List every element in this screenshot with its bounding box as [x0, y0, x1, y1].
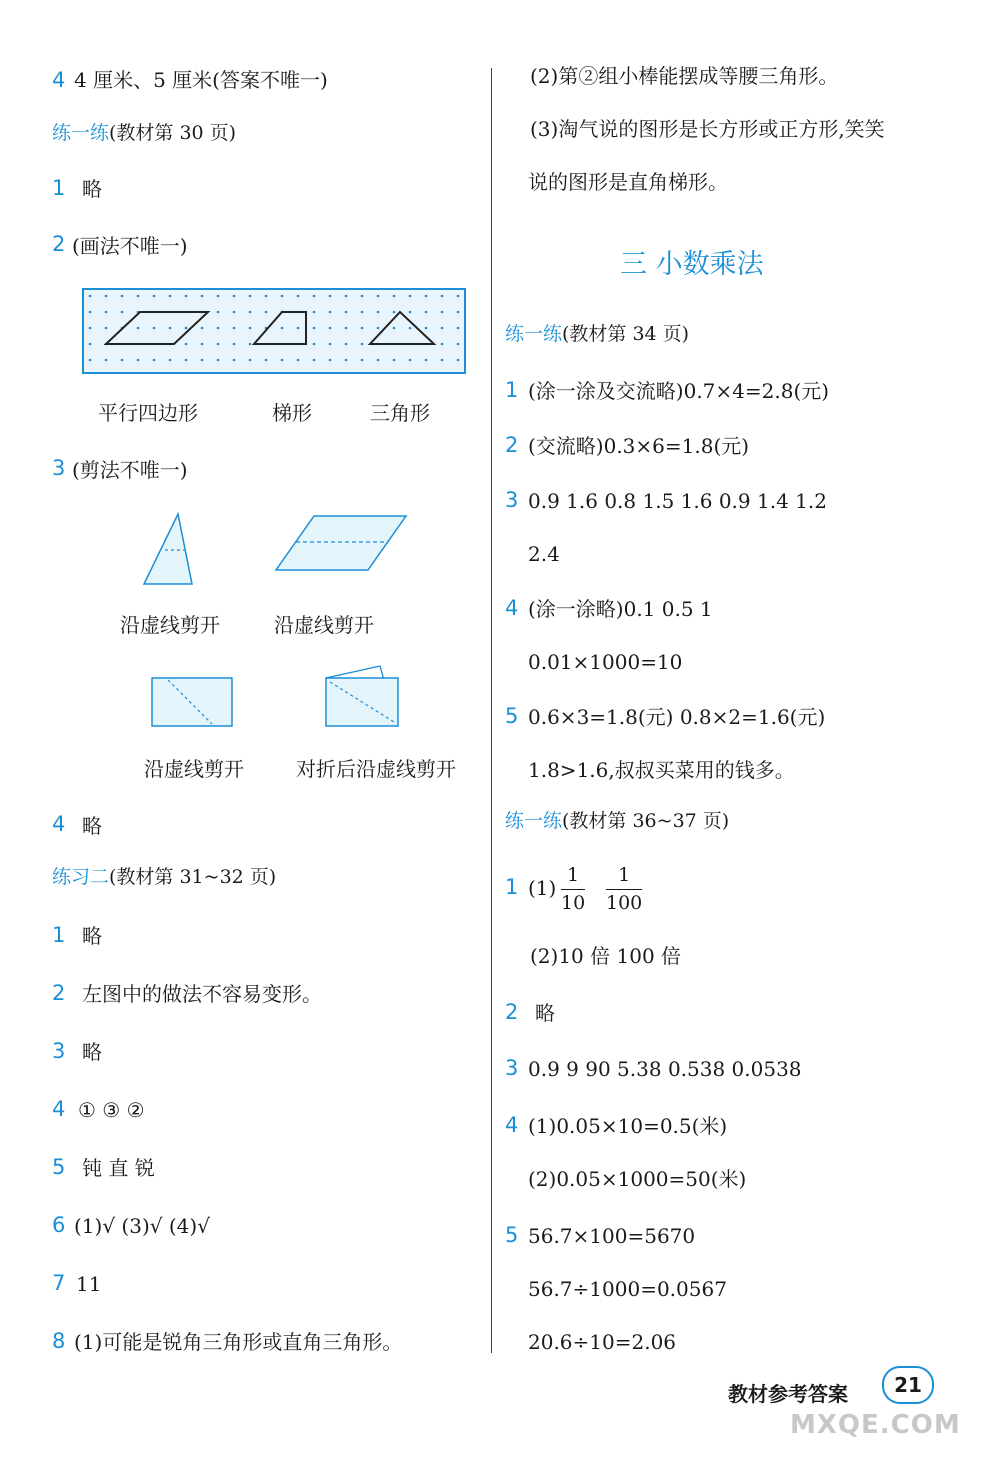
answer-text: (3)淘气说的图形是长方形或正方形,笑笑 [530, 117, 885, 141]
section-heading-label: 练一练 [505, 323, 563, 345]
section-heading-ref: (教材第 30 页) [109, 122, 237, 144]
item-number: 2 [52, 981, 66, 1005]
answer-text: (交流略)0.3×6=1.8(元) [528, 434, 750, 458]
item-number: 4 [52, 68, 66, 92]
answer-text: 略 [82, 1040, 102, 1064]
answer-text: 1.8>1.6,叔叔买菜用的钱多。 [528, 758, 795, 782]
item-number: 5 [505, 704, 519, 728]
watermark: MXQE.COM [790, 1410, 961, 1440]
item-number: 5 [505, 1223, 519, 1247]
item-number: 4 [52, 812, 66, 836]
answer-text: 略 [82, 814, 102, 838]
item-number: 3 [505, 1056, 519, 1080]
answer-text: (1)可能是锐角三角形或直角三角形。 [74, 1330, 403, 1354]
cut-label: 沿虚线剪开 [120, 613, 220, 637]
item-number: 4 [505, 1113, 519, 1137]
section-heading-label: 练一练 [505, 810, 563, 832]
page-number-badge: 21 [882, 1366, 934, 1404]
section-heading-ref: (教材第 34 页) [562, 323, 690, 345]
item-number: 5 [52, 1155, 66, 1179]
answer-text: (2)0.05×1000=50(米) [528, 1167, 747, 1191]
item-number: 2 [52, 232, 66, 256]
item-number: 1 [505, 378, 519, 402]
answer-text: 0.9 9 90 5.38 0.538 0.0538 [528, 1057, 802, 1081]
cut-label: 对折后沿虚线剪开 [296, 757, 456, 781]
item-number: 3 [52, 1039, 66, 1063]
answer-text: 56.7×100=5670 [528, 1224, 696, 1248]
answer-text: (2)10 倍 100 倍 [530, 944, 682, 968]
cut-label: 沿虚线剪开 [144, 757, 244, 781]
answer-text: (剪法不唯一) [72, 458, 188, 482]
fraction-denominator: 100 [606, 892, 643, 914]
answer-text: 说的图形是直角梯形。 [528, 170, 728, 194]
shape-label: 三角形 [370, 401, 430, 425]
answer-text: (涂一涂略)0.1 0.5 1 [528, 597, 713, 621]
answer-text: (2)第②组小棒能摆成等腰三角形。 [530, 64, 839, 88]
answer-text: 2.4 [528, 542, 560, 566]
fold-cut-figure [324, 664, 400, 728]
fraction-numerator: 1 [618, 864, 631, 886]
answer-prefix: (1) [528, 876, 557, 900]
dot-grid-figure [82, 288, 466, 374]
answer-text: (涂一涂及交流略)0.7×4=2.8(元) [528, 379, 830, 403]
item-number: 3 [505, 488, 519, 512]
answer-text: 0.01×1000=10 [528, 650, 683, 674]
answer-text: 0.9 1.6 0.8 1.5 1.6 0.9 1.4 1.2 [528, 489, 827, 513]
section-heading [52, 124, 236, 143]
answer-text: 4 厘米、5 厘米(答案不唯一) [74, 68, 328, 92]
chapter-title: 三 小数乘法 [620, 249, 764, 280]
answer-text: (画法不唯一) [72, 234, 188, 258]
fraction-one-tenth [561, 866, 585, 913]
item-number: 1 [52, 176, 66, 200]
item-number: 8 [52, 1329, 66, 1353]
section-heading-label: 练一练 [52, 122, 110, 144]
item-number: 7 [52, 1271, 66, 1295]
answer-text: ① ③ ② [78, 1098, 145, 1122]
answer-text: 左图中的做法不容易变形。 [82, 982, 322, 1006]
answer-text: (1)0.05×10=0.5(米) [528, 1114, 728, 1138]
cut-rectangle-figure [150, 676, 234, 728]
item-number: 3 [52, 456, 66, 480]
answer-text: 0.6×3=1.8(元) 0.8×2=1.6(元) [528, 705, 826, 729]
item-number: 4 [52, 1097, 66, 1121]
answer-text: 略 [82, 924, 102, 948]
section-heading-ref: (教材第 31~32 页) [109, 866, 277, 888]
cut-triangle-figure [140, 512, 196, 586]
answer-text: (1)√ (3)√ (4)√ [74, 1214, 210, 1238]
section-heading [52, 868, 276, 887]
footer-title: 教材参考答案 [728, 1382, 848, 1406]
answer-text: 20.6÷10=2.06 [528, 1330, 677, 1354]
cut-parallelogram-figure [274, 514, 408, 572]
item-number: 6 [52, 1213, 66, 1237]
answer-text: 钝 直 锐 [82, 1156, 155, 1180]
shape-label: 平行四边形 [98, 401, 198, 425]
fraction-denominator: 10 [561, 892, 586, 914]
fraction-bar [606, 889, 642, 890]
section-heading-label: 练习二 [52, 866, 110, 888]
item-number: 2 [505, 1000, 519, 1024]
answer-text: 略 [82, 177, 102, 201]
fraction-numerator: 1 [567, 864, 580, 886]
answer-text: 11 [76, 1272, 102, 1296]
item-number: 1 [505, 875, 519, 899]
section-heading-ref: (教材第 36~37 页) [562, 810, 730, 832]
fraction-bar [561, 889, 585, 890]
cut-label: 沿虚线剪开 [274, 613, 374, 637]
item-number: 4 [505, 596, 519, 620]
answer-text: 56.7÷1000=0.0567 [528, 1277, 727, 1301]
section-heading [505, 325, 689, 344]
answer-text: 略 [535, 1001, 555, 1025]
item-number: 2 [505, 433, 519, 457]
fraction-one-hundredth [606, 866, 642, 913]
shape-label: 梯形 [272, 401, 312, 425]
column-divider [491, 68, 492, 1353]
item-number: 1 [52, 923, 66, 947]
section-heading [505, 812, 729, 831]
